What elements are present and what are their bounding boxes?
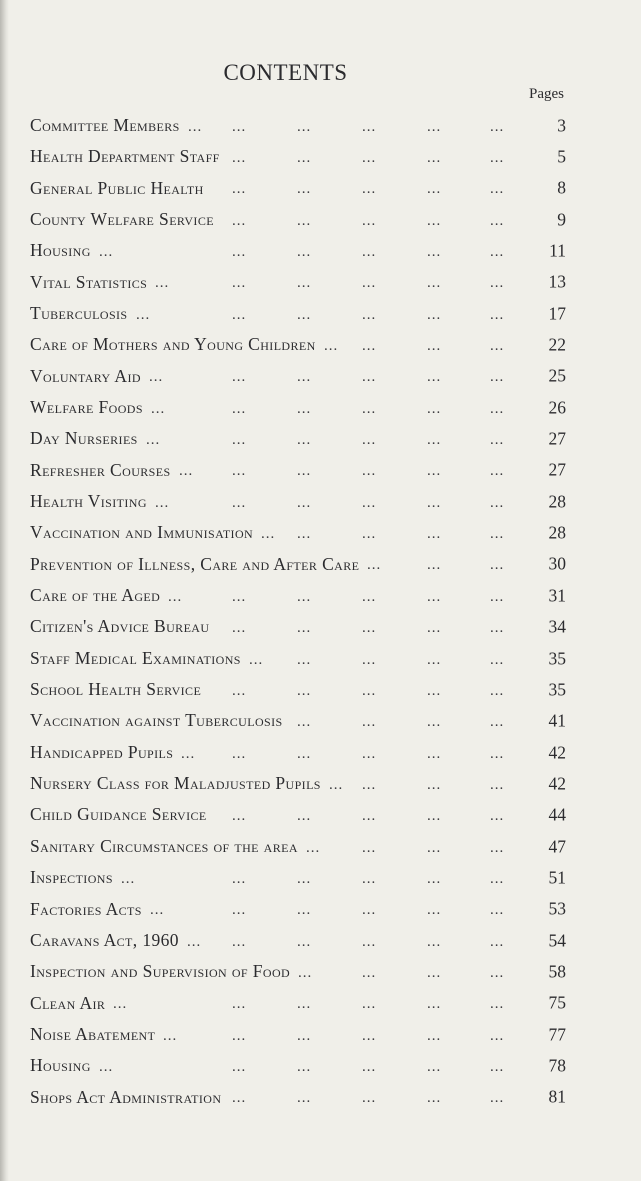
leader-dots: ... xyxy=(306,839,321,856)
leader-dots: ... xyxy=(187,933,202,950)
toc-entry xyxy=(30,1050,566,1081)
toc-entry xyxy=(30,988,566,1019)
leader-dots: ... xyxy=(232,902,247,919)
leader-dots: ... xyxy=(362,400,377,417)
leader-dots: ... xyxy=(427,1058,442,1075)
leader-dots: ... xyxy=(113,996,128,1013)
leader-dots: ... xyxy=(427,588,442,605)
leader-dots: ... xyxy=(362,745,377,762)
leader-dots: ... xyxy=(362,212,377,229)
leader-dots: ... xyxy=(362,244,377,261)
toc-entry xyxy=(30,894,566,925)
toc-entry-page-number: 31 xyxy=(548,585,566,606)
toc-entry xyxy=(30,173,566,204)
leader-dots: ... xyxy=(297,808,312,825)
leader-dots: ... xyxy=(297,933,312,950)
toc-entry xyxy=(30,1082,566,1113)
toc-entry-page-number: 25 xyxy=(548,365,566,386)
toc-entry xyxy=(30,862,566,893)
leader-dots: ... xyxy=(297,400,312,417)
leader-dots: ... xyxy=(490,996,505,1013)
toc-entry-title: Housing xyxy=(30,240,91,261)
leader-dots: ... xyxy=(427,682,442,699)
leader-dots: ... xyxy=(188,118,203,135)
leader-dots: ... xyxy=(427,964,442,981)
leader-dots: ... xyxy=(298,964,313,981)
toc-entry xyxy=(30,956,566,987)
leader-dots: ... xyxy=(490,118,505,135)
toc-entry-title: Committee Members xyxy=(30,114,180,135)
toc-entry xyxy=(30,580,566,611)
leader-dots: ... xyxy=(121,870,136,887)
leader-dots: ... xyxy=(367,557,382,574)
leader-dots: ... xyxy=(427,306,442,323)
leader-dots: ... xyxy=(362,808,377,825)
leader-dots: ... xyxy=(297,118,312,135)
leader-dots: ... xyxy=(427,996,442,1013)
toc-entry xyxy=(30,517,566,548)
toc-entry-title: Voluntary Aid xyxy=(30,365,141,386)
leader-dots: ... xyxy=(427,369,442,386)
toc-entry-title: Vital Statistics xyxy=(30,271,148,292)
leader-dots: ... xyxy=(362,526,377,543)
toc-entry-page-number: 78 xyxy=(548,1055,566,1076)
toc-entry xyxy=(30,612,566,643)
leader-dots: ... xyxy=(362,463,377,480)
toc-entry-title: Tuberculosis xyxy=(30,302,128,323)
toc-entry-page-number: 53 xyxy=(548,898,566,919)
leader-dots: ... xyxy=(232,808,247,825)
leader-dots: ... xyxy=(427,902,442,919)
leader-dots: ... xyxy=(362,1090,377,1107)
leader-dots: ... xyxy=(297,463,312,480)
toc-entry-page-number: 28 xyxy=(548,491,566,512)
leader-dots: ... xyxy=(362,996,377,1013)
leader-dots: ... xyxy=(427,651,442,668)
toc-entry-page-number: 77 xyxy=(548,1023,566,1044)
leader-dots: ... xyxy=(297,682,312,699)
toc-entry xyxy=(30,800,566,831)
leader-dots: ... xyxy=(362,181,377,198)
leader-dots: ... xyxy=(490,463,505,480)
leader-dots: ... xyxy=(362,118,377,135)
leader-dots: ... xyxy=(232,275,247,292)
leader-dots: ... xyxy=(155,275,170,292)
toc-entry-title: Prevention of Illness, Care and After Care xyxy=(30,553,360,574)
leader-dots: ... xyxy=(232,870,247,887)
leader-dots: ... xyxy=(232,150,247,167)
leader-dots: ... xyxy=(490,651,505,668)
leader-dots: ... xyxy=(427,463,442,480)
leader-dots: ... xyxy=(427,212,442,229)
leader-dots: ... xyxy=(232,400,247,417)
leader-dots: ... xyxy=(297,902,312,919)
toc-entry-title: Nursery Class for Maladjusted Pupils xyxy=(30,773,321,794)
toc-entry xyxy=(30,737,566,768)
toc-entry-page-number: 9 xyxy=(557,208,566,229)
leader-dots: ... xyxy=(99,1058,114,1075)
leader-dots: ... xyxy=(297,588,312,605)
leader-dots: ... xyxy=(490,839,505,856)
leader-dots: ... xyxy=(232,682,247,699)
leader-dots: ... xyxy=(155,494,170,511)
leader-dots: ... xyxy=(362,964,377,981)
leader-dots: ... xyxy=(427,745,442,762)
toc-entry xyxy=(30,643,566,674)
leader-dots: ... xyxy=(362,369,377,386)
leader-dots: ... xyxy=(297,1090,312,1107)
leader-dots: ... xyxy=(297,870,312,887)
toc-entry-title: Factories Acts xyxy=(30,898,142,919)
leader-dots: ... xyxy=(297,526,312,543)
leader-dots: ... xyxy=(362,494,377,511)
leader-dots: ... xyxy=(427,714,442,731)
toc-entry xyxy=(30,423,566,454)
leader-dots: ... xyxy=(168,588,183,605)
toc-entry-page-number: 47 xyxy=(548,835,566,856)
leader-dots: ... xyxy=(362,870,377,887)
toc-entry-title: Shops Act Administration xyxy=(30,1086,222,1107)
toc-entry-page-number: 26 xyxy=(548,397,566,418)
leader-dots: ... xyxy=(297,212,312,229)
leader-dots: ... xyxy=(427,400,442,417)
leader-dots: ... xyxy=(490,306,505,323)
leader-dots: ... xyxy=(297,651,312,668)
leader-dots: ... xyxy=(297,369,312,386)
leader-dots: ... xyxy=(490,338,505,355)
leader-dots: ... xyxy=(427,244,442,261)
toc-entry-title: Child Guidance Service xyxy=(30,804,207,825)
leader-dots: ... xyxy=(232,306,247,323)
page-title: CONTENTS xyxy=(223,60,348,85)
leader-dots: ... xyxy=(149,369,164,386)
toc-entry-title: Sanitary Circumstances of the area xyxy=(30,835,298,856)
leader-dots: ... xyxy=(490,745,505,762)
leader-dots: ... xyxy=(163,1027,178,1044)
toc-entry-title: Vaccination and Immunisation xyxy=(30,522,254,543)
leader-dots: ... xyxy=(362,839,377,856)
toc-entry-title: Citizen's Advice Bureau xyxy=(30,616,210,637)
leader-dots: ... xyxy=(297,275,312,292)
toc-entry-page-number: 51 xyxy=(548,867,566,888)
toc-entry-page-number: 42 xyxy=(548,741,566,762)
toc-entry xyxy=(30,361,566,392)
toc-entry xyxy=(30,925,566,956)
leader-dots: ... xyxy=(232,745,247,762)
pages-column-header: Pages xyxy=(529,86,564,102)
toc-entry-title: Clean Air xyxy=(30,992,106,1013)
leader-dots: ... xyxy=(362,306,377,323)
leader-dots: ... xyxy=(297,432,312,449)
leader-dots: ... xyxy=(490,714,505,731)
leader-dots: ... xyxy=(490,494,505,511)
page-binding-edge xyxy=(0,0,9,1181)
toc-entry-page-number: 54 xyxy=(548,929,566,950)
leader-dots: ... xyxy=(427,338,442,355)
leader-dots: ... xyxy=(232,933,247,950)
leader-dots: ... xyxy=(490,870,505,887)
toc-entry-page-number: 3 xyxy=(557,114,566,135)
leader-dots: ... xyxy=(249,651,264,668)
leader-dots: ... xyxy=(490,808,505,825)
leader-dots: ... xyxy=(232,494,247,511)
toc-entry-page-number: 81 xyxy=(548,1086,566,1107)
toc-entry-page-number: 75 xyxy=(548,992,566,1013)
leader-dots: ... xyxy=(261,526,276,543)
leader-dots: ... xyxy=(362,275,377,292)
toc-entry xyxy=(30,298,566,329)
leader-dots: ... xyxy=(232,1027,247,1044)
leader-dots: ... xyxy=(490,212,505,229)
toc-entry-title: Welfare Foods xyxy=(30,397,143,418)
leader-dots: ... xyxy=(362,682,377,699)
toc-entry xyxy=(30,267,566,298)
leader-dots: ... xyxy=(490,620,505,637)
leader-dots: ... xyxy=(232,369,247,386)
toc-entry-page-number: 30 xyxy=(548,553,566,574)
leader-dots: ... xyxy=(427,118,442,135)
leader-dots: ... xyxy=(362,1058,377,1075)
leader-dots: ... xyxy=(232,996,247,1013)
toc-entry-page-number: 27 xyxy=(548,428,566,449)
toc-entry xyxy=(30,204,566,235)
leader-dots: ... xyxy=(427,1090,442,1107)
leader-dots: ... xyxy=(427,870,442,887)
toc-entry-title: Noise Abatement xyxy=(30,1023,156,1044)
leader-dots: ... xyxy=(427,181,442,198)
toc-entry xyxy=(30,768,566,799)
leader-dots: ... xyxy=(297,494,312,511)
leader-dots: ... xyxy=(490,400,505,417)
leader-dots: ... xyxy=(490,526,505,543)
leader-dots: ... xyxy=(362,902,377,919)
leader-dots: ... xyxy=(490,1090,505,1107)
leader-dots: ... xyxy=(490,902,505,919)
leader-dots: ... xyxy=(362,338,377,355)
leader-dots: ... xyxy=(490,964,505,981)
toc-entry-page-number: 41 xyxy=(548,710,566,731)
leader-dots: ... xyxy=(232,212,247,229)
toc-entry-title: Vaccination against Tuberculosis xyxy=(30,710,283,731)
toc-entry xyxy=(30,549,566,580)
toc-entry-title: Housing xyxy=(30,1055,91,1076)
leader-dots: ... xyxy=(297,244,312,261)
leader-dots: ... xyxy=(427,557,442,574)
leader-dots: ... xyxy=(181,745,196,762)
toc-entry xyxy=(30,329,566,360)
toc-entry-title: Handicapped Pupils xyxy=(30,741,174,762)
leader-dots: ... xyxy=(490,933,505,950)
leader-dots: ... xyxy=(427,933,442,950)
leader-dots: ... xyxy=(490,588,505,605)
toc-entry-title: Health Visiting xyxy=(30,491,147,512)
leader-dots: ... xyxy=(427,494,442,511)
toc-entry xyxy=(30,1019,566,1050)
leader-dots: ... xyxy=(232,463,247,480)
leader-dots: ... xyxy=(362,588,377,605)
leader-dots: ... xyxy=(329,776,344,793)
leader-dots: ... xyxy=(324,338,339,355)
leader-dots: ... xyxy=(427,620,442,637)
toc-entry-page-number: 27 xyxy=(548,459,566,480)
toc-entry-page-number: 35 xyxy=(548,679,566,700)
leader-dots: ... xyxy=(232,620,247,637)
leader-dots: ... xyxy=(427,808,442,825)
leader-dots: ... xyxy=(232,181,247,198)
leader-dots: ... xyxy=(297,996,312,1013)
leader-dots: ... xyxy=(427,526,442,543)
toc-entry-page-number: 11 xyxy=(549,240,566,261)
toc-entry-title: Day Nurseries xyxy=(30,428,138,449)
leader-dots: ... xyxy=(297,1027,312,1044)
leader-dots: ... xyxy=(490,682,505,699)
leader-dots: ... xyxy=(99,244,114,261)
leader-dots: ... xyxy=(490,432,505,449)
toc-entry xyxy=(30,831,566,862)
toc-entry-title: Refresher Courses xyxy=(30,459,171,480)
leader-dots: ... xyxy=(150,902,165,919)
leader-dots: ... xyxy=(490,369,505,386)
leader-dots: ... xyxy=(297,745,312,762)
leader-dots: ... xyxy=(297,150,312,167)
toc-entry xyxy=(30,455,566,486)
toc-entry xyxy=(30,706,566,737)
leader-dots: ... xyxy=(490,776,505,793)
leader-dots: ... xyxy=(362,933,377,950)
toc-entry-page-number: 28 xyxy=(548,522,566,543)
toc-entry xyxy=(30,110,566,141)
toc-entry-title: Caravans Act, 1960 xyxy=(30,929,179,950)
toc-entry-title: Staff Medical Examinations xyxy=(30,647,241,668)
leader-dots: ... xyxy=(362,776,377,793)
leader-dots: ... xyxy=(297,306,312,323)
leader-dots: ... xyxy=(362,620,377,637)
leader-dots: ... xyxy=(362,714,377,731)
leader-dots: ... xyxy=(427,776,442,793)
toc-entry-page-number: 44 xyxy=(548,804,566,825)
toc-entry xyxy=(30,235,566,266)
leader-dots: ... xyxy=(490,1058,505,1075)
leader-dots: ... xyxy=(232,588,247,605)
toc-entry-title: County Welfare Service xyxy=(30,208,214,229)
toc-entry-page-number: 42 xyxy=(548,773,566,794)
leader-dots: ... xyxy=(362,651,377,668)
leader-dots: ... xyxy=(297,714,312,731)
leader-dots: ... xyxy=(297,1058,312,1075)
toc-entry-title: Care of the Aged xyxy=(30,585,161,606)
toc-entry-page-number: 8 xyxy=(557,177,566,198)
toc-entry-title: School Health Service xyxy=(30,679,202,700)
leader-dots: ... xyxy=(490,150,505,167)
leader-dots: ... xyxy=(362,1027,377,1044)
leader-dots: ... xyxy=(490,275,505,292)
leader-dots: ... xyxy=(490,557,505,574)
leader-dots: ... xyxy=(427,150,442,167)
leader-dots: ... xyxy=(146,432,161,449)
toc-entry-page-number: 34 xyxy=(548,616,566,637)
leader-dots: ... xyxy=(232,118,247,135)
table-of-contents xyxy=(30,110,566,1113)
leader-dots: ... xyxy=(490,244,505,261)
leader-dots: ... xyxy=(179,463,194,480)
toc-entry-page-number: 58 xyxy=(548,961,566,982)
leader-dots: ... xyxy=(427,275,442,292)
leader-dots: ... xyxy=(490,181,505,198)
leader-dots: ... xyxy=(232,1058,247,1075)
leader-dots: ... xyxy=(232,244,247,261)
leader-dots: ... xyxy=(490,1027,505,1044)
leader-dots: ... xyxy=(427,432,442,449)
toc-entry xyxy=(30,486,566,517)
toc-entry-page-number: 5 xyxy=(557,146,566,167)
leader-dots: ... xyxy=(427,1027,442,1044)
toc-entry-title: Inspection and Supervision of Food xyxy=(30,961,291,982)
toc-entry xyxy=(30,674,566,705)
leader-dots: ... xyxy=(232,432,247,449)
toc-entry-title: Care of Mothers and Young Children xyxy=(30,334,316,355)
toc-entry-title: Inspections xyxy=(30,867,113,888)
leader-dots: ... xyxy=(151,400,166,417)
leader-dots: ... xyxy=(362,432,377,449)
toc-entry-page-number: 35 xyxy=(548,647,566,668)
toc-entry xyxy=(30,392,566,423)
leader-dots: ... xyxy=(297,620,312,637)
toc-entry-page-number: 22 xyxy=(548,334,566,355)
toc-entry-title: General Public Health xyxy=(30,177,204,198)
leader-dots: ... xyxy=(427,839,442,856)
toc-entry-page-number: 17 xyxy=(548,302,566,323)
leader-dots: ... xyxy=(232,1090,247,1107)
toc-entry-title: Health Department Staff xyxy=(30,146,220,167)
leader-dots: ... xyxy=(362,150,377,167)
leader-dots: ... xyxy=(297,181,312,198)
leader-dots: ... xyxy=(136,306,151,323)
toc-entry-page-number: 13 xyxy=(548,271,566,292)
toc-entry xyxy=(30,141,566,172)
